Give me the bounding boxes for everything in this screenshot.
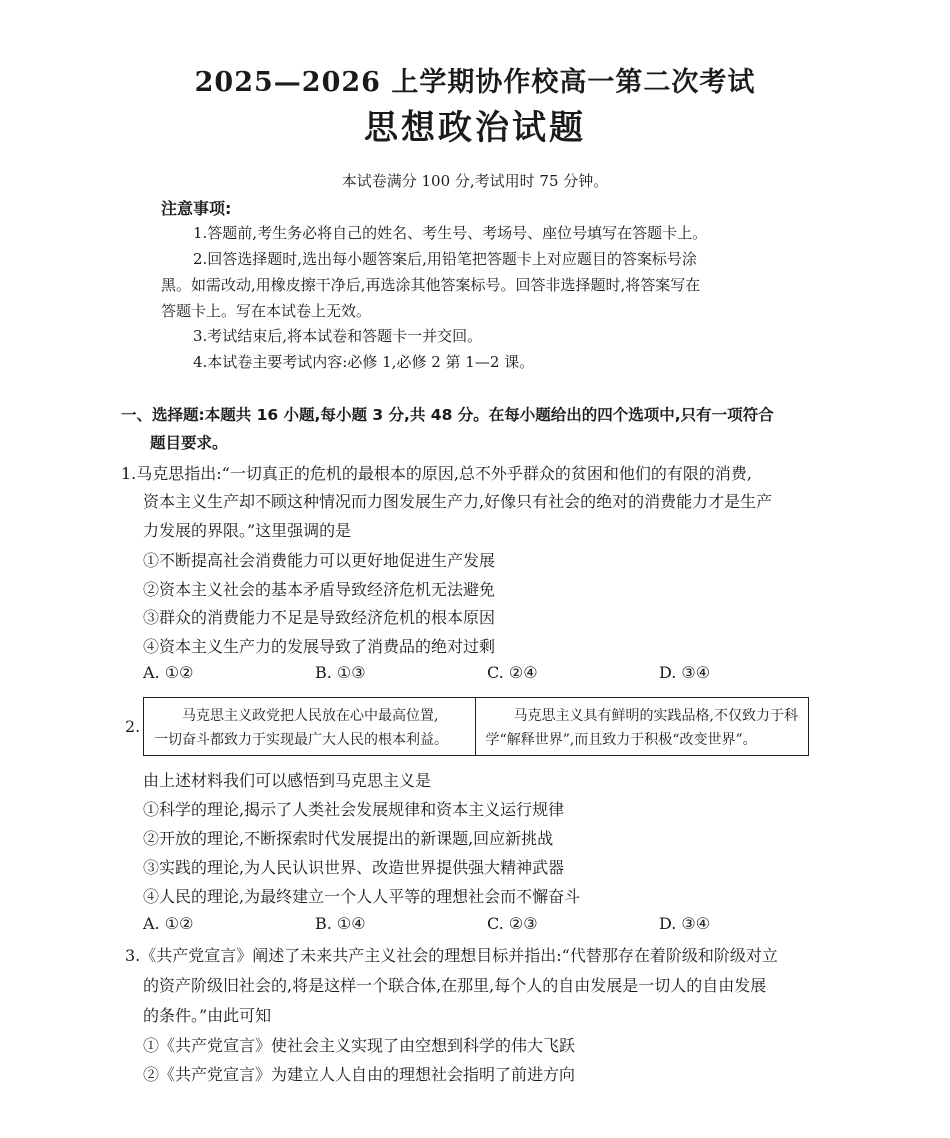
notes-heading: 注意事项: [161, 199, 232, 218]
q1-stem-line: 资本主义生产却不顾这种情况而力图发展生产力,好像只有社会的绝对的消费能力才是生产 [143, 492, 773, 511]
q3-stem-line: 的资产阶级旧社会的,将是这样一个联合体,在那里,每个人的自由发展是一切人的自由发展 [143, 976, 767, 995]
q2-number: 2. [125, 717, 141, 736]
q3-statement: ②《共产党宣言》为建立人人自由的理想社会指明了前进方向 [143, 1065, 576, 1084]
q2-option-c: C. ②③ [487, 914, 538, 933]
q2-option-a: A. ①② [143, 914, 194, 933]
exam-title-subject: 思想政治试题 [364, 108, 586, 148]
q2-option-b: B. ①④ [315, 914, 366, 933]
note-line: 3.考试结束后,将本试卷和答题卡一并交回。 [193, 327, 483, 345]
material-line: 一切奋斗都致力于实现最广大人民的根本利益。 [154, 732, 448, 748]
exam-info: 本试卷满分 100 分,考试用时 75 分钟。 [341, 172, 609, 190]
q2-material-left [144, 698, 476, 755]
q1-stem-line: 1.马克思指出:“一切真正的危机的最根本的原因,总不外乎群众的贫困和他们的有限的消费, [121, 464, 753, 483]
q1-statement: ③群众的消费能力不足是导致经济危机的根本原因 [143, 608, 496, 627]
q1-option-b: B. ①③ [315, 663, 366, 682]
q2-statement: ①科学的理论,揭示了人类社会发展规律和资本主义运行规律 [143, 800, 565, 819]
q2-option-d: D. ③④ [659, 914, 711, 933]
note-line: 答题卡上。写在本试卷上无效。 [161, 302, 372, 320]
note-line: 1.答题前,考生务必将自己的姓名、考生号、考场号、座位号填写在答题卡上。 [193, 224, 708, 242]
q1-option-a: A. ①② [143, 663, 194, 682]
q3-statement: ①《共产党宣言》使社会主义实现了由空想到科学的伟大飞跃 [143, 1036, 576, 1055]
q3-stem-line: 3.《共产党宣言》阐述了未来共产主义社会的理想目标并指出:“代替那存在着阶级和阶级对立 [125, 946, 778, 965]
q1-statement: ④资本主义生产力的发展导致了消费品的绝对过剩 [143, 637, 496, 656]
material-line: 学“解释世界”,而且致力于积极“改变世界”。 [485, 732, 757, 748]
q1-option-d: D. ③④ [659, 663, 711, 682]
section-heading-cont: 题目要求。 [150, 434, 228, 452]
q2-statement: ③实践的理论,为人民认识世界、改造世界提供强大精神武器 [143, 858, 565, 877]
q2-statement: ④人民的理论,为最终建立一个人人平等的理想社会而不懈奋斗 [143, 887, 581, 906]
q2-material-box [143, 697, 809, 756]
section-heading: 一、选择题:本题共 16 小题,每小题 3 分,共 48 分。在每小题给出的四个选项中,只有一项符合 [121, 406, 774, 424]
material-line: 马克思主义政党把人民放在心中最高位置, [182, 708, 439, 724]
note-line: 黑。如需改动,用橡皮擦干净后,再选涂其他答案标号。回答非选择题时,将答案写在 [161, 276, 701, 294]
q1-statement: ②资本主义社会的基本矛盾导致经济危机无法避免 [143, 580, 496, 599]
q1-stem-line: 力发展的界限。”这里强调的是 [143, 521, 352, 540]
q2-statement: ②开放的理论,不断探索时代发展提出的新课题,回应新挑战 [143, 829, 554, 848]
q1-option-c: C. ②④ [487, 663, 538, 682]
q2-stem: 由上述材料我们可以感悟到马克思主义是 [143, 771, 432, 790]
note-line: 4.本试卷主要考试内容:必修 1,必修 2 第 1—2 课。 [193, 353, 535, 371]
exam-title-line1: 2025—2026 上学期协作校高一第二次考试 [194, 67, 756, 98]
material-line: 马克思主义具有鲜明的实践品格,不仅致力于科 [513, 708, 798, 724]
note-line: 2.回答选择题时,选出每小题答案后,用铅笔把答题卡上对应题目的答案标号涂 [193, 250, 697, 268]
q1-statement: ①不断提高社会消费能力可以更好地促进生产发展 [143, 551, 496, 570]
q3-stem-line: 的条件。”由此可知 [143, 1006, 272, 1025]
q2-material-right [476, 698, 808, 755]
